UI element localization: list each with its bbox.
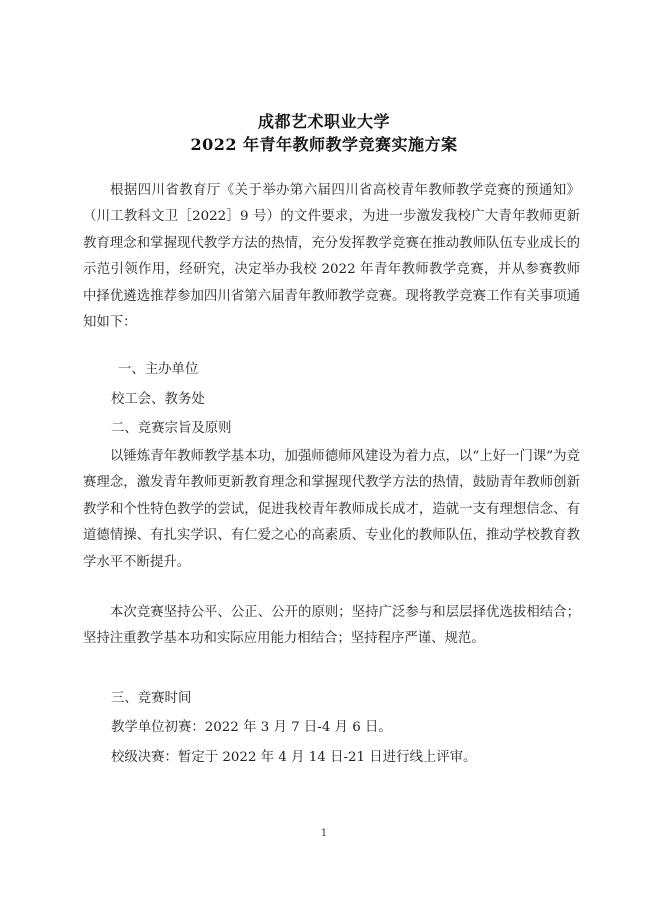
section2-heading: 二、竞赛宗旨及原则 [111,421,232,436]
section3-line-1: 教学单位初赛：2022 年 3 月 7 日-4 月 6 日。 [111,720,392,735]
section2-block-2 [83,600,580,653]
document-title: 2022 年青年教师教学竞赛实施方案 [190,135,458,154]
page-number: 1 [320,828,328,839]
section2-block-1 [83,444,580,576]
intro-block [83,178,580,336]
section2-paragraph-1: 以锤炼青年教师教学基本功，加强师德师风建设为着力点，以“上好一门课”为竞赛理念，激发青年教师更新教育理念和掌握现代教学方法的热情，鼓励青年教师创新教学和个性特色教学的尝试，促进我校青年教师成长成才，造就一支有理想信念、有道德情操、有扎实学识、有仁爱之心的高素质、专业化的教师队伍，推动学校教育教学水平不断提升。 [83,449,580,570]
section2-paragraph-2: 本次竞赛坚持公平、公正、公开的原则；坚持广泛参与和层层择优选拔相结合；坚持注重教学基本功和实际应用能力相结合；坚持程序严谨、规范。 [83,605,580,647]
section3-line-2: 校级决赛：暂定于 2022 年 4 月 14 日-21 日进行线上评审。 [111,750,477,765]
intro-paragraph: 根据四川省教育厅《关于举办第六届四川省高校青年教师教学竞赛的预通知》（川工教科文卫［2022］9 号）的文件要求，为进一步激发我校广大青年教师更新教育理念和掌握现代教学方法的热情，充分发挥教学竞赛在推动教师队伍专业成长的示范引领作用，经研究，决定举办我校 2022 年青年教师教学竞赛，并从参赛教师中择优遴选推荐参加四川省第六届青年教师教学竞赛。现将教学竞赛工作有关事项通知如下： [83,183,580,331]
university-title: 成都艺术职业大学 [257,112,390,131]
section1-content: 校工会、教务处 [111,392,205,407]
section1-heading: 一、主办单位 [118,362,199,377]
section3-heading: 三、竞赛时间 [111,691,192,706]
